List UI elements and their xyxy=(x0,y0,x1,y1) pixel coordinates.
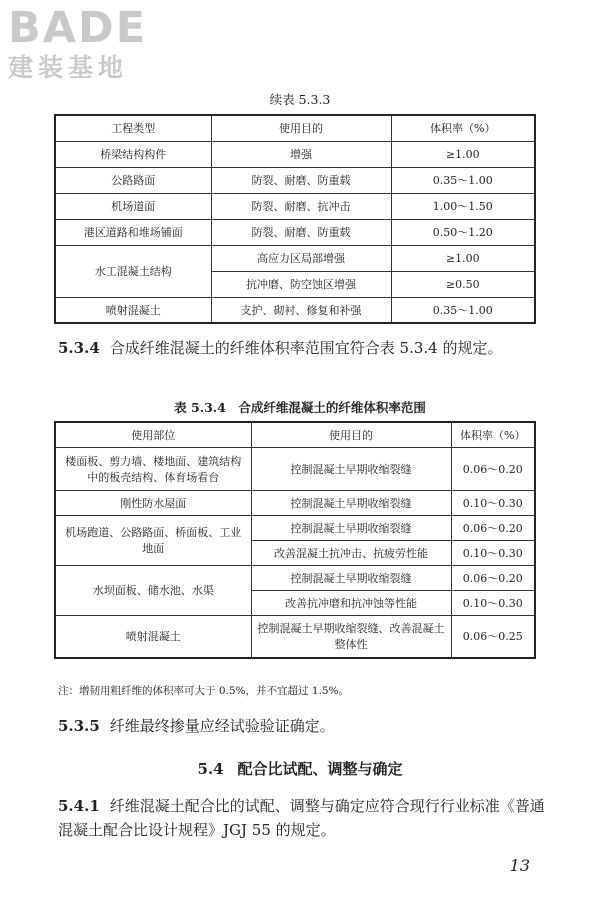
section-title: 配合比试配、调整与确定 xyxy=(237,760,403,778)
cell-purpose: 控制混凝土早期收缩裂缝 xyxy=(251,490,451,515)
logo-main-text: BADE xyxy=(8,3,148,53)
cell-part: 喷射混凝土 xyxy=(55,615,251,658)
cell-purpose: 防裂、耐磨、防重载 xyxy=(211,219,391,245)
cell-rate: 0.10～0.30 xyxy=(451,540,535,565)
table-row xyxy=(55,615,535,658)
table2 xyxy=(54,421,536,659)
cell-purpose: 控制混凝土早期收缩裂缝、改善混凝土整体性 xyxy=(251,615,451,658)
cell-purpose: 控制混凝土早期收缩裂缝 xyxy=(251,447,451,490)
table-header-row xyxy=(55,115,535,141)
cell-purpose: 控制混凝土早期收缩裂缝 xyxy=(251,565,451,590)
table-row xyxy=(55,167,535,193)
clause-number: 5.4.1 xyxy=(58,797,100,815)
cell-purpose: 改善抗冲磨和抗冲蚀等性能 xyxy=(251,590,451,615)
cell-type: 港区道路和堆场铺面 xyxy=(55,219,211,245)
clause-number: 5.3.5 xyxy=(58,717,100,735)
header-cell: 工程类型 xyxy=(55,115,211,141)
logo-sub-text: 建装基地 xyxy=(8,53,129,82)
cell-type: 桥梁结构构件 xyxy=(55,141,211,167)
cell-rate: 0.06～0.20 xyxy=(451,565,535,590)
cell-purpose: 改善混凝土抗冲击、抗疲劳性能 xyxy=(251,540,451,565)
cell-purpose: 高应力区局部增强 xyxy=(211,245,391,271)
cell-rate: 0.06～0.20 xyxy=(451,447,535,490)
cell-rate: 0.50～1.20 xyxy=(391,219,535,245)
cell-type: 机场道面 xyxy=(55,193,211,219)
cell-rate: 0.35～1.00 xyxy=(391,167,535,193)
table-row xyxy=(55,447,535,490)
clause-text: 纤维混凝土配合比的试配、调整与确定应符合现行行业标准《普通混凝土配合比设计规程》JGJ 55 的规定。 xyxy=(58,797,545,839)
table1 xyxy=(54,114,536,324)
table-row xyxy=(55,193,535,219)
cell-type: 水工混凝土结构 xyxy=(55,245,211,297)
cell-rate: 0.06～0.20 xyxy=(451,515,535,540)
cell-type: 喷射混凝土 xyxy=(55,297,211,323)
cell-purpose: 增强 xyxy=(211,141,391,167)
table-row xyxy=(55,565,535,590)
cell-rate: 0.10～0.30 xyxy=(451,490,535,515)
clause-text: 合成纤维混凝土的纤维体积率范围宜符合表 5.3.4 的规定。 xyxy=(109,339,503,357)
header-cell: 体积率（%） xyxy=(391,115,535,141)
table1-caption: 续表 5.3.3 xyxy=(269,92,331,107)
watermark-logo xyxy=(8,3,178,82)
cell-purpose: 控制混凝土早期收缩裂缝 xyxy=(251,515,451,540)
table-row xyxy=(55,219,535,245)
cell-purpose: 防裂、耐磨、抗冲击 xyxy=(211,193,391,219)
cell-purpose: 支护、砌衬、修复和补强 xyxy=(211,297,391,323)
section-number: 5.4 xyxy=(197,760,224,778)
cell-rate: ≥1.00 xyxy=(391,141,535,167)
table2-caption: 表 5.3.4 合成纤维混凝土的纤维体积率范围 xyxy=(174,400,426,415)
clause-number: 5.3.4 xyxy=(58,339,100,357)
header-cell: 使用目的 xyxy=(211,115,391,141)
table-row xyxy=(55,141,535,167)
cell-purpose: 防裂、耐磨、防重载 xyxy=(211,167,391,193)
table-row xyxy=(55,297,535,323)
cell-rate: 0.10～0.30 xyxy=(451,590,535,615)
clause-text: 纤维最终掺量应经试验验证确定。 xyxy=(109,717,335,735)
table-row xyxy=(55,515,535,540)
cell-rate: 1.00～1.50 xyxy=(391,193,535,219)
cell-part: 楼面板、剪力墙、楼地面、建筑结构中的板壳结构、体育场看台 xyxy=(55,447,251,490)
section-heading xyxy=(0,758,600,779)
header-cell: 使用部位 xyxy=(55,422,251,447)
clause-5-3-5 xyxy=(58,714,558,738)
clause-5-4-1 xyxy=(58,794,558,842)
page-number: 13 xyxy=(509,856,530,875)
table-header-row xyxy=(55,422,535,447)
cell-rate: 0.35～1.00 xyxy=(391,297,535,323)
cell-rate: ≥1.00 xyxy=(391,245,535,271)
cell-part: 刚性防水屋面 xyxy=(55,490,251,515)
table-row xyxy=(55,490,535,515)
table2-note: 注：增韧用粗纤维的体积率可大于 0.5%，并不宜超过 1.5%。 xyxy=(58,685,350,697)
clause-5-3-4 xyxy=(58,336,558,360)
cell-type: 公路路面 xyxy=(55,167,211,193)
cell-part: 机场跑道、公路路面、桥面板、工业地面 xyxy=(55,515,251,565)
table-row xyxy=(55,245,535,271)
cell-rate: ≥0.50 xyxy=(391,271,535,297)
header-cell: 体积率（%） xyxy=(451,422,535,447)
cell-rate: 0.06～0.25 xyxy=(451,615,535,658)
header-cell: 使用目的 xyxy=(251,422,451,447)
cell-part: 水坝面板、储水池、水渠 xyxy=(55,565,251,615)
cell-purpose: 抗冲磨、防空蚀区增强 xyxy=(211,271,391,297)
